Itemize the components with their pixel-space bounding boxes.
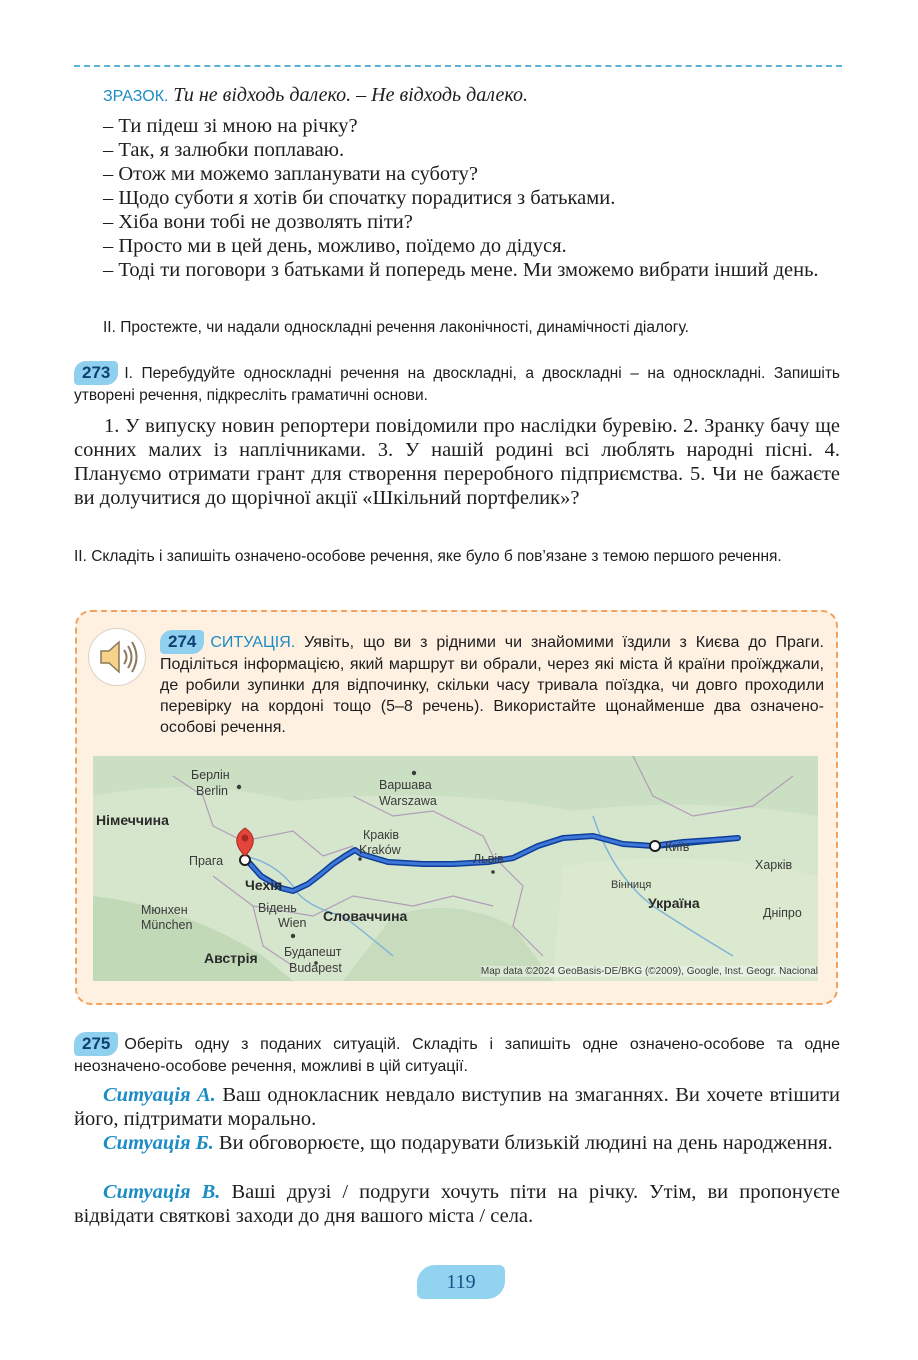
exercise-275-instruction [74, 1032, 840, 1077]
map-label-vinnytsia: Вінниця [611, 879, 652, 891]
map-label-germany: Німеччина [96, 812, 169, 828]
dialogue-line: – Хіба вони тобі не дозволять піти? [103, 211, 413, 233]
situation-text: Ваш однокласник невдало виступив на змаганнях. Ви хочете втішити його, підтримати морально. [74, 1084, 840, 1130]
situation-label: Ситуація В. [103, 1181, 221, 1203]
map-label-budapest: Будапешт [284, 945, 342, 959]
dialogue-line: – Ти підеш зі мною на річку? [103, 115, 358, 137]
exercise-number-badge: 274 [160, 630, 204, 654]
map-label-berlin: Берлін [191, 768, 230, 782]
map-label-warsaw-en: Warszawa [379, 794, 437, 808]
map-label-vienna: Відень [258, 901, 297, 915]
map-label-krakow-en: Kraków [359, 843, 401, 857]
exercise-number-badge: 273 [74, 361, 118, 385]
situation-text: Ви обговорюєте, що подарувати близькій людині на день народження. [218, 1132, 833, 1154]
map-label-ukraine: Україна [648, 895, 700, 911]
page-number: 119 [417, 1265, 505, 1299]
exercise-274-text [160, 630, 824, 738]
route-map [93, 756, 818, 981]
dialogue-line: – Щодо суботи я хотів би спочатку порадитися з батьками. [103, 187, 616, 209]
map-label-berlin-en: Berlin [196, 784, 228, 798]
map-label-munich-en: München [141, 918, 193, 932]
exercise-number-badge: 275 [74, 1032, 118, 1056]
map-attribution: Map data ©2024 GeoBasis-DE/BKG (©2009), Google, Inst. Geogr. Nacional [480, 966, 818, 977]
map-label-slovakia: Словаччина [323, 908, 408, 924]
example-text: Ти не відходь далеко. – Не відходь далеко. [173, 84, 528, 106]
map-label-kharkiv: Харків [755, 858, 793, 872]
map-label-munich: Мюнхен [141, 903, 188, 917]
dialogue-line: – Тоді ти поговори з батьками й попередь мене. Ми зможемо вибрати інший день. [103, 259, 819, 281]
map-label-vienna-en: Wien [278, 916, 307, 930]
map-label-budapest-en: Budapest [289, 961, 342, 975]
map-label-austria: Австрія [204, 950, 258, 966]
situation-label: СИТУАЦІЯ. [210, 634, 296, 651]
top-divider [74, 65, 842, 67]
map-label-dnipro: Дніпро [763, 906, 802, 920]
map-label-lviv: Львів [473, 852, 504, 866]
map-label-krakow: Краків [363, 828, 400, 842]
dialogue [103, 114, 841, 282]
map-label-prague: Прага [189, 854, 224, 868]
dialogue-line: – Так, я залюбки поплаваю. [103, 139, 345, 161]
situation-a [74, 1083, 840, 1131]
example-label: ЗРАЗОК. [103, 88, 169, 105]
situation-text: Уявіть, що ви з рідними чи знайомими їздили з Києва до Праги. Поділіться інформацією, який маршрут ви обрали, через які міста й країни проїжджали, де робили зупинки для відпочинку, скільки часу тривала поїздка, чи довго проходили перевірку на кордоні тощо (5–8 речень). Використайте щонайменше два означено-особові речення. [160, 634, 825, 736]
exercise-273-part-2: ІІ. Складіть і запишіть означено-особове речення, яке було б пов’язане з темою першого речення. [74, 548, 782, 565]
exercise-273-sentences: 1. У випуску новин репортери повідомили про наслідки буревію. 2. Зранку бачу ще сонних малих із наплічниками. 3. У нашій родині всі люблять народні пісні. 4. Плануємо отримати грант для створення переробного підприємства. 5. Чи не бажаєте ви долучитися до щорічної акції «Шкільний портфелик»? [74, 415, 840, 509]
example-line [103, 84, 528, 108]
situation-label: Ситуація Б. [103, 1132, 214, 1154]
exercise-instruction-text: Оберіть одну з поданих ситуацій. Складіть і запишіть одне означено-особове та одне неозначено-особове речення, можливі в цій ситуації. [74, 1036, 840, 1075]
dialogue-line: – Просто ми в цей день, можливо, поїдемо до дідуся. [103, 235, 567, 257]
map-label-kyiv: Київ [665, 840, 690, 854]
dialogue-line: – Отож ми можемо запланувати на суботу? [103, 163, 478, 185]
situation-c [74, 1180, 840, 1228]
exercise-instruction-text: І. Перебудуйте односкладні речення на двоскладні, а двоскладні – на односкладні. Запишіть утворені речення, підкресліть граматичні основи. [74, 365, 840, 404]
exercise-273-instruction [74, 361, 840, 406]
task-part-2: ІІ. Простежте, чи надали односкладні речення лаконічності, динамічності діалогу. [103, 319, 689, 336]
speaker-icon[interactable] [88, 628, 146, 686]
situation-b [74, 1131, 840, 1155]
situation-text: Ваші друзі / подруги хочуть піти на річку. Утім, ви пропонуєте відвідати святкові заходи до дня вашого міста / села. [74, 1181, 840, 1227]
map-label-czechia: Чехія [245, 877, 283, 893]
map-label-warsaw: Варшава [379, 778, 432, 792]
situation-label: Ситуація А. [103, 1084, 216, 1106]
